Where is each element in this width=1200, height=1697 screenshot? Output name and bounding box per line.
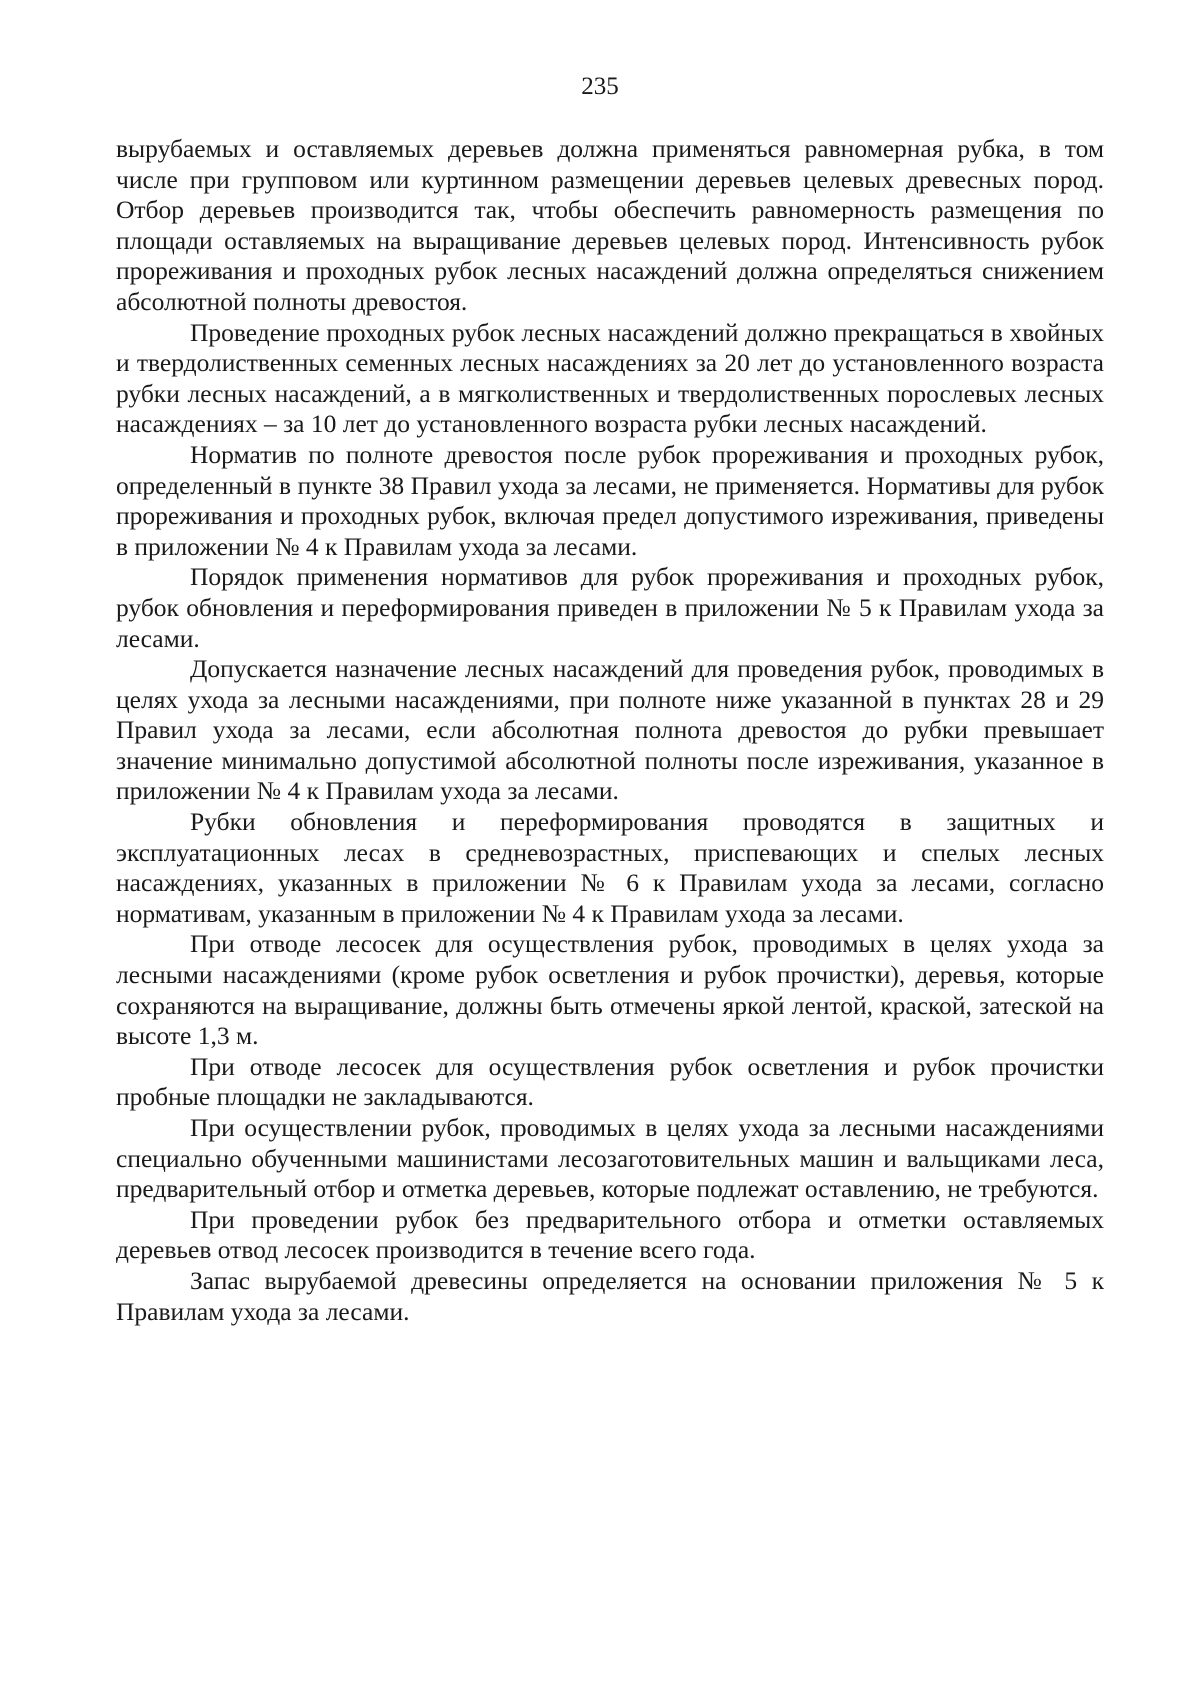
paragraph-tree-marking: При отводе лесосек для осуществления рубок, проводимых в целях ухода за лесными насаждениями (кроме рубок осветления и рубок прочистки), деревья, которые сохраняются на выращивание, должны быть отмечены яркой лентой, краской, затеской на высоте 1,3 м. [116, 929, 1104, 1051]
paragraph-timber-volume: Запас вырубаемой древесины определяется на основании приложения № 5 к Правилам ухода за лесами. [116, 1265, 1104, 1326]
paragraph-low-density-assignment: Допускается назначение лесных насаждений для проведения рубок, проводимых в целях ухода за лесными насаждениями, при полноте ниже указанной в пунктах 28 и 29 Правил ухода за лесами, если абсолютная полнота древостоя до рубки превышает значение минимально допустимой абсолютной полноты после изреживания, указанное в приложении № 4 к Правилам ухода за лесами. [116, 654, 1104, 806]
paragraph-trained-operators: При осуществлении рубок, проводимых в целях ухода за лесными насаждениями специально обученными машинистами лесозаготовительных машин и вальщиками леса, предварительный отбор и отметка деревьев, которые подлежат оставлению, не требуются. [116, 1113, 1104, 1204]
paragraph-commercial-thinning-cessation: Проведение проходных рубок лесных насаждений должно прекращаться в хвойных и твердолиственных семенных лесных насаждениях за 20 лет до установленного возраста рубки лесных насаждений, а в мягколиственных и твердолиственных порослевых лесных насаждениях – за 10 лет до установленного возраста рубки лесных насаждений. [116, 317, 1104, 439]
paragraph-density-norm: Норматив по полноте древостоя после рубок прореживания и проходных рубок, определенный в пункте 38 Правил ухода за лесами, не применяется. Нормативы для рубок прореживания и проходных рубок, включая предел допустимого изреживания, приведены в приложении № 4 к Правилам ухода за лесами. [116, 439, 1104, 561]
page-number: 235 [581, 73, 619, 100]
paragraph-year-round-allotment: При проведении рубок без предварительного отбора и отметки оставляемых деревьев отвод лесосек производится в течение всего года. [116, 1204, 1104, 1265]
document-body [116, 134, 1104, 1327]
paragraph-renewal-reformation-cuttings: Рубки обновления и переформирования проводятся в защитных и эксплуатационных лесах в средневозрастных, приспевающих и спелых лесных насаждениях, указанных в приложении № 6 к Правилам ухода за лесами, согласно нормативам, указанным в приложении № 4 к Правилам ухода за лесами. [116, 807, 1104, 928]
paragraph-norms-application-order: Порядок применения нормативов для рубок прореживания и проходных рубок, рубок обновления и переформирования приведен в приложении № 5 к Правилам ухода за лесами. [116, 562, 1104, 653]
paragraph-sample-plots: При отводе лесосек для осуществления рубок осветления и рубок прочистки пробные площадки не закладываются. [116, 1051, 1104, 1112]
paragraph-continuation: вырубаемых и оставляемых деревьев должна применяться равномерная рубка, в том числе при групповом или куртинном размещении деревьев целевых древесных пород. Отбор деревьев производится так, чтобы обеспечить равномерность размещения по площади оставляемых на выращивание деревьев целевых пород. Интенсивность рубок прореживания и проходных рубок лесных насаждений должна определяться снижением абсолютной полноты древостоя. [116, 134, 1104, 316]
